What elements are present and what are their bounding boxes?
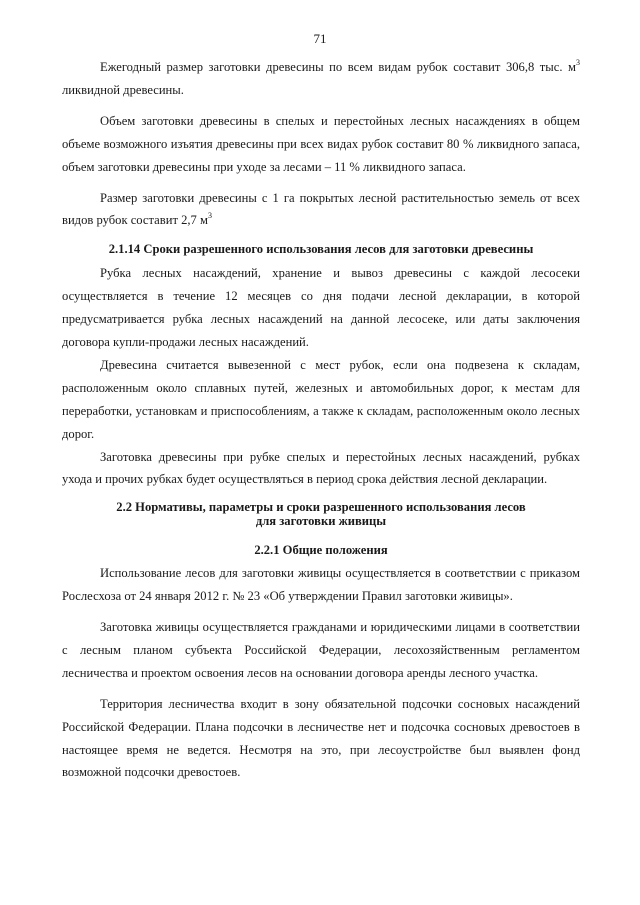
heading-2-1-14: 2.1.14 Сроки разрешенного использования лесов для заготовки древесины (108, 242, 534, 257)
page-body (62, 56, 580, 784)
paragraph-wood-removed: Древесина считается вывезенной с мест рубок, если она подвезена к складам, расположенным около сплавных путей, железных и автомобильных дорог, к местам для переработки, установкам и приспособлениям, а также к складам, расположенным около лесных дорог. (62, 357, 580, 441)
heading-2-2-1: 2.2.1 Общие положения (254, 543, 388, 558)
heading-line: для заготовки живицы (255, 514, 387, 529)
paragraph-resin-harvesters: Заготовка живицы осуществляется гражданами и юридическими лицами в соответствии с лесным планом субъекта Российской Федерации, лесохозяйственным регламентом лесничества и проектом освоения лесов на основании договора аренды лесного участка. (62, 620, 580, 680)
superscript: 3 (576, 58, 580, 67)
paragraph-harvest-volume: Объем заготовки древесины в спелых и перестойных лесных насаждениях в общем объеме возможного изъятия древесины при всех видах рубок составит 80 % ликвидного запаса, объем заготовки древесины при уходе за лесами – 11 % ликвидного запаса. (62, 113, 580, 174)
heading-2-2 (62, 500, 580, 528)
paragraph-text: Размер заготовки древесины с 1 га покрытых лесной растительностью земель от всех видов рубок составит 2,7 м (62, 190, 580, 228)
paragraph-text: ликвидной древесины. (62, 82, 184, 97)
superscript: 3 (207, 211, 212, 221)
page-number: 71 (313, 31, 327, 46)
paragraph-resin-order: Использование лесов для заготовки живицы осуществляется в соответствии с приказом Рослесхоза от 24 января 2012 г. № 23 «Об утверждении Правил заготовки живицы». (62, 566, 580, 604)
paragraph-logging-terms: Рубка лесных насаждений, хранение и вывоз древесины с каждой лесосеки осуществляется в течение 12 месяцев со дня подачи лесной декларации, в которой предусматривается рубка лесных насаждений на данной лесосеке, или даты заключения договора купли-продажи лесных насаждений. (62, 266, 580, 349)
paragraph-text: Ежегодный размер заготовки древесины по всем видам рубок составит 306,8 тыс. м (100, 60, 576, 74)
heading-line: 2.2 Нормативы, параметры и сроки разрешенного использования лесов (116, 500, 526, 515)
paragraph-harvest-period: Заготовка древесины при рубке спелых и перестойных лесных насаждений, рубках ухода и прочих рубках будет осуществляться в период срока действия лесной декларации. (62, 449, 580, 487)
paragraph-annual-harvest (62, 56, 580, 102)
paragraph-harvest-per-ha (62, 187, 580, 233)
paragraph-tapping-zone: Территория лесничества входит в зону обязательной подсочки сосновых насаждений Российской Федерации. Плана подсочки в лесничестве нет и подсочка сосновых древостоев в настоящее время не ведется. Несмотря на это, при лесоустройстве был выявлен фонд возможной подсочки древостоев. (62, 696, 580, 780)
